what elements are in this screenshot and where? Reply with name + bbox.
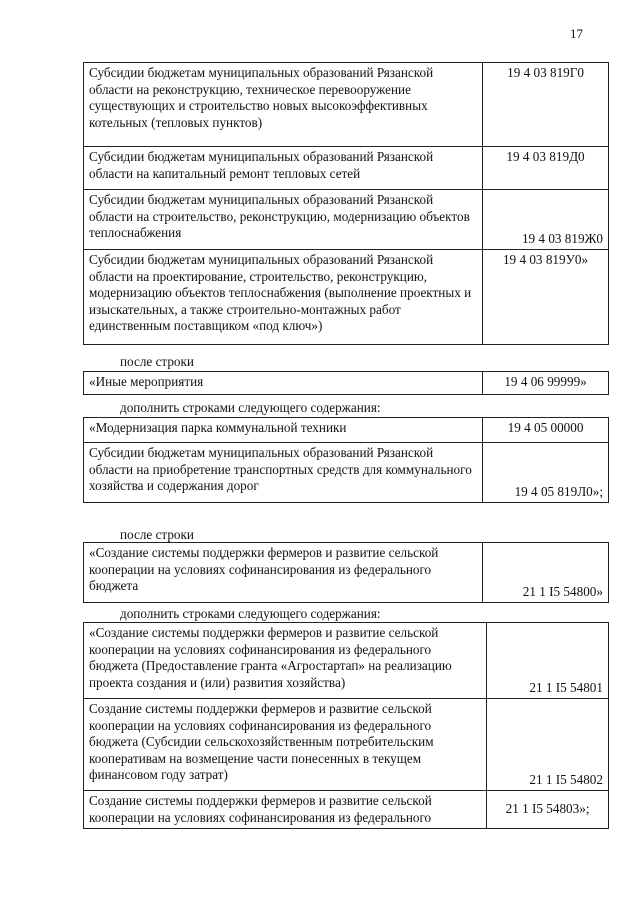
row-text: Субсидии бюджетам муниципальных образований Рязанской области на капитальный ремонт тепловых сетей xyxy=(84,147,483,190)
table-row xyxy=(84,63,609,147)
row-code: 19 4 03 819Д0 xyxy=(483,147,609,190)
table-heat-subsidies xyxy=(83,62,609,345)
table-row xyxy=(84,418,609,443)
table-row xyxy=(84,543,609,603)
row-code: 21 1 I5 54800» xyxy=(483,543,609,603)
note-add-rows: дополнить строками следующего содержания: xyxy=(120,400,381,415)
row-code: 19 4 05 00000 xyxy=(483,418,609,443)
row-code: 19 4 06 99999» xyxy=(483,372,609,395)
table-row xyxy=(84,372,609,395)
row-code: 21 1 I5 54803»; xyxy=(487,791,609,829)
row-code: 21 1 I5 54802 xyxy=(487,699,609,791)
row-text: «Создание системы поддержки фермеров и развитие сельской кооперации на условиях софинансирования из федерального бюджета xyxy=(84,543,483,603)
note-add-rows: дополнить строками следующего содержания: xyxy=(120,606,381,621)
row-text: «Модернизация парка коммунальной техники xyxy=(84,418,483,443)
table-row xyxy=(84,147,609,190)
row-text: Субсидии бюджетам муниципальных образований Рязанской области на реконструкцию, техническое перевооружение существующих и строительство новых высокоэффективных котельных (тепловых пунктов) xyxy=(84,63,483,147)
note-after-row: после строки xyxy=(120,527,194,542)
row-text: «Иные мероприятия xyxy=(84,372,483,395)
row-code: 19 4 03 819Г0 xyxy=(483,63,609,147)
table-farmer-support-details xyxy=(83,622,609,829)
row-code: 19 4 03 819Ж0 xyxy=(483,190,609,250)
note-after-row: после строки xyxy=(120,354,194,369)
table-other-measures xyxy=(83,371,609,395)
row-text: «Создание системы поддержки фермеров и развитие сельской кооперации на условиях софинансирования из федерального бюджета (Предоставление гранта «Агростартап» на реализацию проекта создания и (или) развития хозяйства) xyxy=(84,623,487,699)
row-code: 19 4 03 819У0» xyxy=(483,250,609,345)
table-communal-vehicles xyxy=(83,417,609,503)
table-row xyxy=(84,699,609,791)
row-code: 21 1 I5 54801 xyxy=(487,623,609,699)
table-row xyxy=(84,623,609,699)
table-row xyxy=(84,791,609,829)
table-row xyxy=(84,250,609,345)
row-text: Субсидии бюджетам муниципальных образований Рязанской области на приобретение транспортных средств для коммунального хозяйства и содержания дорог xyxy=(84,443,483,503)
row-text: Создание системы поддержки фермеров и развитие сельской кооперации на условиях софинансирования из федерального xyxy=(84,791,487,829)
row-code: 19 4 05 819Л0»; xyxy=(483,443,609,503)
table-row xyxy=(84,443,609,503)
row-text: Субсидии бюджетам муниципальных образований Рязанской области на строительство, реконструкцию, модернизацию объектов теплоснабжения xyxy=(84,190,483,250)
page-number: 17 xyxy=(570,26,583,41)
table-row xyxy=(84,190,609,250)
row-text: Субсидии бюджетам муниципальных образований Рязанской области на проектирование, строительство, реконструкцию, модернизацию объектов теплоснабжения (выполнение проектных и изыскательных, а также строительно-монтажных работ единственным поставщиком «под ключ») xyxy=(84,250,483,345)
row-text: Создание системы поддержки фермеров и развитие сельской кооперации на условиях софинансирования из федерального бюджета (Субсидии сельскохозяйственным потребительским кооперативам на возмещение части понесенных в текущем финансовом году затрат) xyxy=(84,699,487,791)
table-farmer-support xyxy=(83,542,609,603)
